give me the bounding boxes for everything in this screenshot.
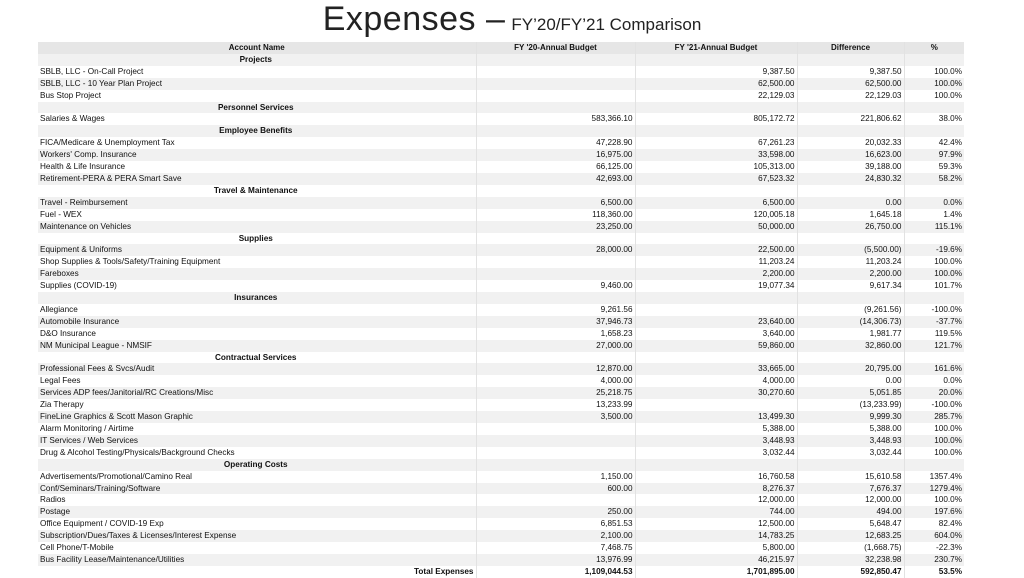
table-row (38, 530, 964, 542)
difference-value: 2,200.00 (797, 268, 904, 280)
account-name: SBLB, LLC - 10 Year Plan Project (38, 78, 476, 90)
fy20-value: 600.00 (476, 483, 635, 495)
percent-value: 0.0% (943, 376, 962, 386)
difference-value: 1,645.18 (797, 209, 904, 221)
difference-value: 221,806.62 (797, 113, 904, 125)
fy20-value: 118,360.00 (476, 209, 635, 221)
section-row (38, 54, 964, 66)
fy21-value: 6,500.00 (635, 197, 797, 209)
title-main: Expenses – (322, 0, 506, 38)
percent-value: 101.7% (934, 281, 962, 291)
account-name: NM Municipal League - NMSIF (38, 340, 476, 352)
section-row (38, 233, 964, 245)
fy20-value: 1,109,044.53 (476, 566, 635, 578)
account-name: Equipment & Uniforms (38, 244, 476, 256)
difference-value: 0.00 (797, 375, 904, 387)
fy20-value (476, 90, 635, 102)
fy21-value: 67,523.32 (635, 173, 797, 185)
table-header-row (38, 42, 964, 54)
account-name: Fareboxes (38, 268, 476, 280)
difference-value: 9,617.34 (797, 280, 904, 292)
account-name: Supplies (COVID-19) (38, 280, 476, 292)
account-name: Legal Fees (38, 375, 476, 387)
table-row (38, 161, 964, 173)
header-difference: Difference (797, 42, 904, 54)
fy20-value: 2,100.00 (476, 530, 635, 542)
percent-value: -19.6% (904, 244, 964, 256)
fy21-value: 3,640.00 (635, 328, 797, 340)
fy21-value: 59,860.00 (635, 340, 797, 352)
fy21-value: 11,203.24 (635, 256, 797, 268)
difference-value: 1,981.77 (797, 328, 904, 340)
account-name: Office Equipment / COVID-19 Exp (38, 518, 476, 530)
difference-value: 20,795.00 (797, 363, 904, 375)
percent-value: 38.0% (938, 114, 962, 124)
section-row (38, 352, 964, 364)
fy20-value: 47,228.90 (476, 137, 635, 149)
title-subtitle: FY’20/FY’21 Comparison (511, 15, 702, 34)
fy20-value: 583,366.10 (476, 113, 635, 125)
expenses-table (38, 42, 964, 578)
fy20-value: 1,658.23 (476, 328, 635, 340)
fy21-value: 3,448.93 (635, 435, 797, 447)
account-name: Retirement-PERA & PERA Smart Save (38, 173, 476, 185)
account-name: Bus Facility Lease/Maintenance/Utilities (38, 554, 476, 566)
percent-value: 100.0% (934, 66, 962, 76)
fy20-value (476, 256, 635, 268)
account-name: Health & Life Insurance (38, 161, 476, 173)
table-row (38, 399, 964, 411)
fy20-value: 13,233.99 (476, 399, 635, 411)
difference-value: 5,388.00 (797, 423, 904, 435)
percent-value: 82.4% (938, 519, 962, 529)
header-fy21: FY '21-Annual Budget (635, 42, 797, 54)
fy20-value: 12,870.00 (476, 363, 635, 375)
section-row (38, 292, 964, 304)
table-row (38, 363, 964, 375)
difference-value: 9,387.50 (797, 66, 904, 78)
fy21-value: 14,783.25 (635, 530, 797, 542)
difference-value: 15,610.58 (797, 471, 904, 483)
section-row (38, 185, 964, 197)
fy20-value: 4,000.00 (476, 375, 635, 387)
difference-value: 3,032.44 (797, 447, 904, 459)
percent-value: -22.3% (936, 543, 962, 553)
fy21-value: 2,200.00 (635, 268, 797, 280)
fy21-value (635, 399, 797, 411)
section-label: Operating Costs (38, 459, 476, 471)
account-name: Zia Therapy (38, 399, 476, 411)
table-row (38, 304, 964, 316)
difference-value: 62,500.00 (797, 78, 904, 90)
fy20-value: 6,851.53 (476, 518, 635, 530)
account-name: Alarm Monitoring / Airtime (38, 423, 476, 435)
table-row (38, 137, 964, 149)
difference-value: 39,188.00 (797, 161, 904, 173)
account-name: Advertisements/Promotional/Camino Real (38, 471, 476, 483)
percent-value: 230.7% (904, 554, 964, 566)
difference-value: 32,860.00 (797, 340, 904, 352)
fy21-value: 23,640.00 (635, 316, 797, 328)
fy21-value: 805,172.72 (635, 113, 797, 125)
section-row (38, 102, 964, 114)
fy21-value: 13,499.30 (635, 411, 797, 423)
account-name: Automobile Insurance (38, 316, 476, 328)
fy21-value: 3,032.44 (635, 447, 797, 459)
difference-value: 32,238.98 (797, 554, 904, 566)
percent-value: 121.7% (904, 340, 964, 352)
table-row (38, 209, 964, 221)
fy21-value: 744.00 (635, 506, 797, 518)
difference-value: 9,999.30 (797, 411, 904, 423)
account-name: Travel - Reimbursement (38, 197, 476, 209)
table-row (38, 435, 964, 447)
difference-value: 24,830.32 (797, 173, 904, 185)
fy20-value: 13,976.99 (476, 554, 635, 566)
difference-value: (9,261.56) (797, 304, 904, 316)
percent-value: 58.2% (904, 173, 964, 185)
table-row (38, 494, 964, 506)
table-row (38, 268, 964, 280)
account-name: Salaries & Wages (38, 113, 476, 125)
fy21-value: 46,215.97 (635, 554, 797, 566)
header-account-name: Account Name (38, 42, 476, 54)
table-row (38, 221, 964, 233)
difference-value: 11,203.24 (797, 256, 904, 268)
fy21-value: 50,000.00 (635, 221, 797, 233)
percent-value: 100.0% (934, 495, 962, 505)
account-name: Radios (38, 494, 476, 506)
account-name: Fuel - WEX (38, 209, 476, 221)
percent-value: 100.0% (934, 257, 962, 267)
fy21-value: 22,500.00 (635, 244, 797, 256)
section-label: Personnel Services (38, 102, 476, 114)
difference-value: (1,668.75) (797, 542, 904, 554)
difference-value: (5,500.00) (797, 244, 904, 256)
table-row (38, 197, 964, 209)
fy21-value: 16,760.58 (635, 471, 797, 483)
table-row (38, 149, 964, 161)
fy20-value (476, 494, 635, 506)
fy21-value: 9,387.50 (635, 66, 797, 78)
table-row (38, 518, 964, 530)
percent-value: 604.0% (904, 530, 964, 542)
account-name: FineLine Graphics & Scott Mason Graphic (38, 411, 476, 423)
percent-value: 53.5% (938, 566, 962, 576)
account-name: Professional Fees & Svcs/Audit (38, 363, 476, 375)
difference-value: 16,623.00 (797, 149, 904, 161)
percent-value: 1279.4% (904, 483, 964, 495)
fy20-value: 9,460.00 (476, 280, 635, 292)
difference-value: 22,129.03 (797, 90, 904, 102)
fy20-value (476, 447, 635, 459)
percent-value: 97.9% (904, 149, 964, 161)
fy20-value (476, 268, 635, 280)
table-row (38, 375, 964, 387)
difference-value: 7,676.37 (797, 483, 904, 495)
difference-value: 20,032.33 (797, 137, 904, 149)
percent-value: 161.6% (904, 363, 964, 375)
table-row (38, 316, 964, 328)
fy20-value: 3,500.00 (476, 411, 635, 423)
table-row (38, 447, 964, 459)
table-row (38, 244, 964, 256)
section-label: Projects (38, 54, 476, 66)
fy21-value: 33,665.00 (635, 363, 797, 375)
account-name: D&O Insurance (38, 328, 476, 340)
account-name: Bus Stop Project (38, 90, 476, 102)
percent-value: -100.0% (931, 304, 962, 314)
fy21-value: 30,270.60 (635, 387, 797, 399)
percent-value: -100.0% (931, 400, 962, 410)
fy20-value: 27,000.00 (476, 340, 635, 352)
section-row (38, 125, 964, 137)
fy21-value: 19,077.34 (635, 280, 797, 292)
fy21-value: 8,276.37 (635, 483, 797, 495)
difference-value: 12,000.00 (797, 494, 904, 506)
difference-value: 494.00 (797, 506, 904, 518)
difference-value: (14,306.73) (797, 316, 904, 328)
percent-value: 42.4% (938, 138, 962, 148)
fy21-value: 22,129.03 (635, 90, 797, 102)
fy21-value: 12,000.00 (635, 494, 797, 506)
account-name: Postage (38, 506, 476, 518)
percent-value: 285.7% (904, 411, 964, 423)
fy21-value: 62,500.00 (635, 78, 797, 90)
table-row (38, 542, 964, 554)
section-label: Travel & Maintenance (38, 185, 476, 197)
account-name: Drug & Alcohol Testing/Physicals/Background Checks (38, 447, 476, 459)
difference-value: 3,448.93 (797, 435, 904, 447)
fy21-value: 1,701,895.00 (635, 566, 797, 578)
fy20-value: 16,975.00 (476, 149, 635, 161)
percent-value: 20.0% (904, 387, 964, 399)
fy20-value (476, 423, 635, 435)
account-name: Total Expenses (38, 566, 476, 578)
fy21-value: 105,313.00 (635, 161, 797, 173)
account-name: SBLB, LLC - On-Call Project (38, 66, 476, 78)
table-row (38, 256, 964, 268)
fy21-value: 4,000.00 (635, 375, 797, 387)
fy20-value: 1,150.00 (476, 471, 635, 483)
account-name: Shop Supplies & Tools/Safety/Training Equipment (38, 256, 476, 268)
percent-value: 119.5% (934, 328, 962, 338)
difference-value: 5,051.85 (797, 387, 904, 399)
section-label: Employee Benefits (38, 125, 476, 137)
percent-value: 100.0% (934, 424, 962, 433)
difference-value: 0.00 (797, 197, 904, 209)
table-row (38, 554, 964, 566)
fy20-value: 9,261.56 (476, 304, 635, 316)
account-name: Allegiance (38, 304, 476, 316)
table-row (38, 280, 964, 292)
percent-value: 100.0% (904, 78, 964, 90)
fy21-value: 5,388.00 (635, 423, 797, 435)
fy21-value (635, 304, 797, 316)
section-label: Contractual Services (38, 352, 476, 364)
account-name: Conf/Seminars/Training/Software (38, 483, 476, 495)
table-row (38, 173, 964, 185)
percent-value: 0.0% (904, 197, 964, 209)
difference-value: 12,683.25 (797, 530, 904, 542)
section-row (38, 459, 964, 471)
percent-value: 197.6% (904, 506, 964, 518)
table-row (38, 483, 964, 495)
table-row (38, 78, 964, 90)
fy20-value (476, 78, 635, 90)
difference-value: 592,850.47 (797, 566, 904, 578)
fy20-value (476, 66, 635, 78)
fy20-value: 6,500.00 (476, 197, 635, 209)
header-percent: % (904, 42, 964, 54)
header-fy20: FY '20-Annual Budget (476, 42, 635, 54)
table-row (38, 328, 964, 340)
difference-value: 26,750.00 (797, 221, 904, 233)
difference-value: 5,648.47 (797, 518, 904, 530)
fy21-value: 12,500.00 (635, 518, 797, 530)
account-name: Subscription/Dues/Taxes & Licenses/Interest Expense (38, 530, 476, 542)
fy21-value: 67,261.23 (635, 137, 797, 149)
percent-value: 100.0% (934, 447, 962, 457)
table-body (38, 54, 964, 578)
fy21-value: 120,005.18 (635, 209, 797, 221)
table-row (38, 506, 964, 518)
account-name: FICA/Medicare & Unemployment Tax (38, 137, 476, 149)
account-name: Services ADP fees/Janitorial/RC Creations/Misc (38, 387, 476, 399)
fy20-value: 7,468.75 (476, 542, 635, 554)
fy21-value: 5,800.00 (635, 542, 797, 554)
account-name: Maintenance on Vehicles (38, 221, 476, 233)
slide-title (0, 0, 1024, 40)
percent-value: 59.3% (938, 162, 962, 172)
percent-value: 1357.4% (929, 471, 962, 481)
percent-value: -37.7% (904, 316, 964, 328)
fy20-value: 28,000.00 (476, 244, 635, 256)
fy20-value: 250.00 (476, 506, 635, 518)
percent-value: 100.0% (904, 268, 964, 280)
fy20-value: 23,250.00 (476, 221, 635, 233)
section-label: Supplies (38, 233, 476, 245)
fy20-value: 66,125.00 (476, 161, 635, 173)
percent-value: 1.4% (943, 209, 962, 219)
fy20-value: 25,218.75 (476, 387, 635, 399)
table-row (38, 113, 964, 125)
table-row (38, 471, 964, 483)
section-label: Insurances (38, 292, 476, 304)
table-row (38, 90, 964, 102)
fy21-value: 33,598.00 (635, 149, 797, 161)
table-row (38, 66, 964, 78)
table-row (38, 411, 964, 423)
percent-value: 100.0% (934, 90, 962, 100)
percent-value: 115.1% (904, 221, 964, 233)
table-row (38, 387, 964, 399)
difference-value: (13,233.99) (797, 399, 904, 411)
fy20-value (476, 435, 635, 447)
percent-value: 100.0% (904, 435, 964, 447)
fy20-value: 42,693.00 (476, 173, 635, 185)
account-name: IT Services / Web Services (38, 435, 476, 447)
fy20-value: 37,946.73 (476, 316, 635, 328)
table-row (38, 423, 964, 435)
table-row (38, 340, 964, 352)
account-name: Cell Phone/T-Mobile (38, 542, 476, 554)
account-name: Workers' Comp. Insurance (38, 149, 476, 161)
